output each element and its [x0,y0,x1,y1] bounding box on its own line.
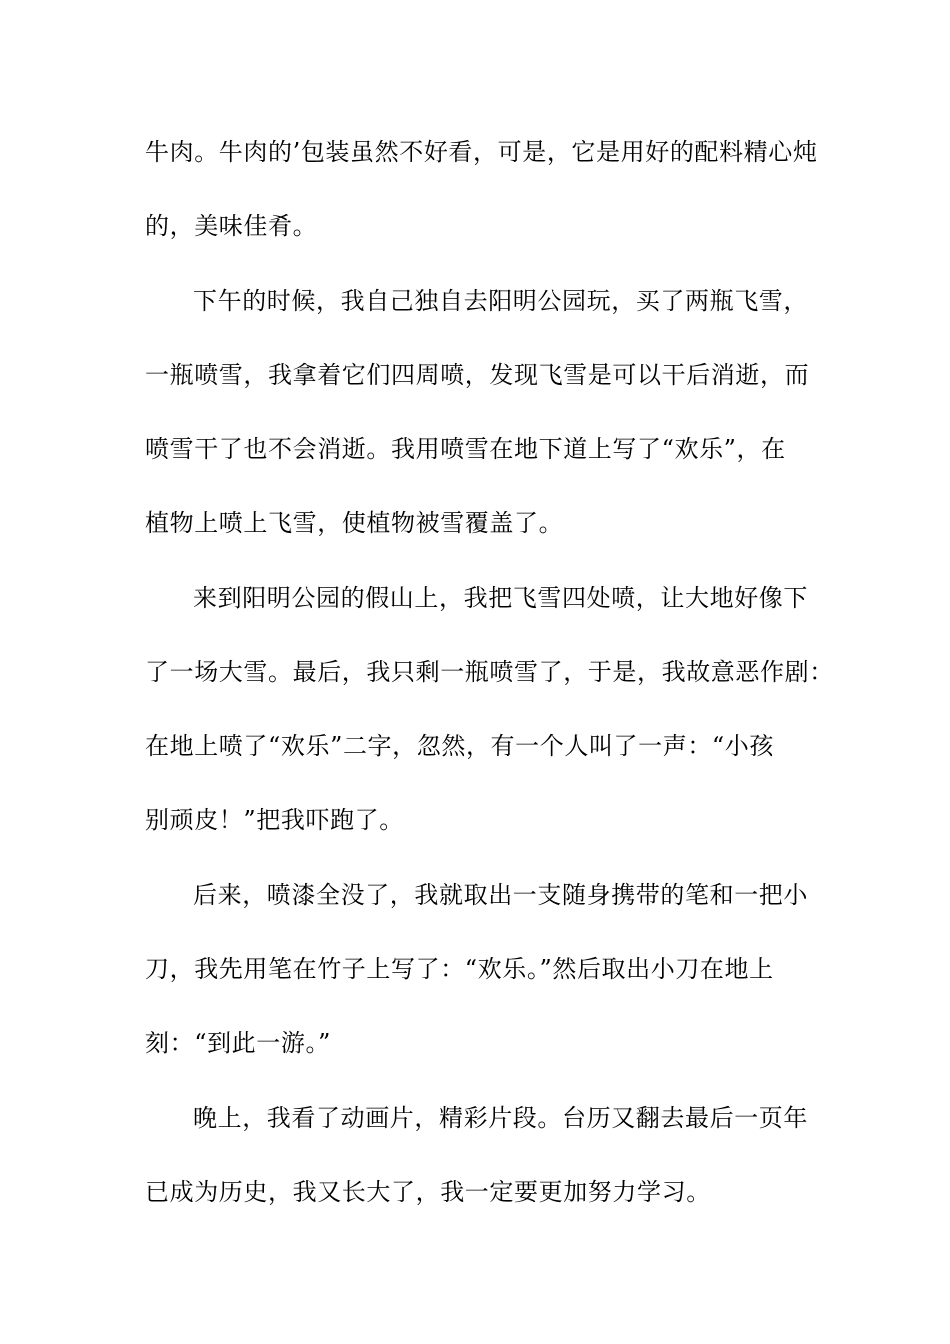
text-line: 牛肉。牛肉的’包装虽然不好看，可是，它是用好的配料精心炖 [145,138,818,166]
text-line: 了一场大雪。最后，我只剩一瓶喷雪了，于是，我故意恶作剧： [145,658,834,686]
paragraph-first-line: 后来，喷漆全没了，我就取出一支随身携带的笔和一把小 [193,881,808,909]
text-line: 刀，我先用笔在竹子上写了：“欢乐。”然后取出小刀在地上 [145,955,774,983]
text-line: 植物上喷上飞雪，使植物被雪覆盖了。 [145,509,564,537]
text-line: 在地上喷了“欢乐”二字，忽然，有一个人叫了一声：“小孩 [145,732,775,760]
text-line: 别顽皮！”把我吓跑了。 [145,806,404,834]
text-line: 已成为历史，我又长大了，我一定要更加努力学习。 [145,1178,711,1206]
text-line: 的，美味佳肴。 [145,212,318,240]
paragraph-first-line: 下午的时候，我自己独自去阳明公园玩，买了两瓶飞雪， [193,287,808,315]
text-line: 喷雪干了也不会消逝。我用喷雪在地下道上写了“欢乐”，在 [145,435,786,463]
paragraph-first-line: 来到阳明公园的假山上，我把飞雪四处喷，让大地好像下 [193,584,808,612]
text-line: 一瓶喷雪，我拿着它们四周喷，发现飞雪是可以干后消逝，而 [145,361,810,389]
paragraph-first-line: 晚上，我看了动画片，精彩片段。台历又翻去最后一页年 [193,1104,808,1132]
text-line: 刻：“到此一游。” [145,1029,331,1057]
